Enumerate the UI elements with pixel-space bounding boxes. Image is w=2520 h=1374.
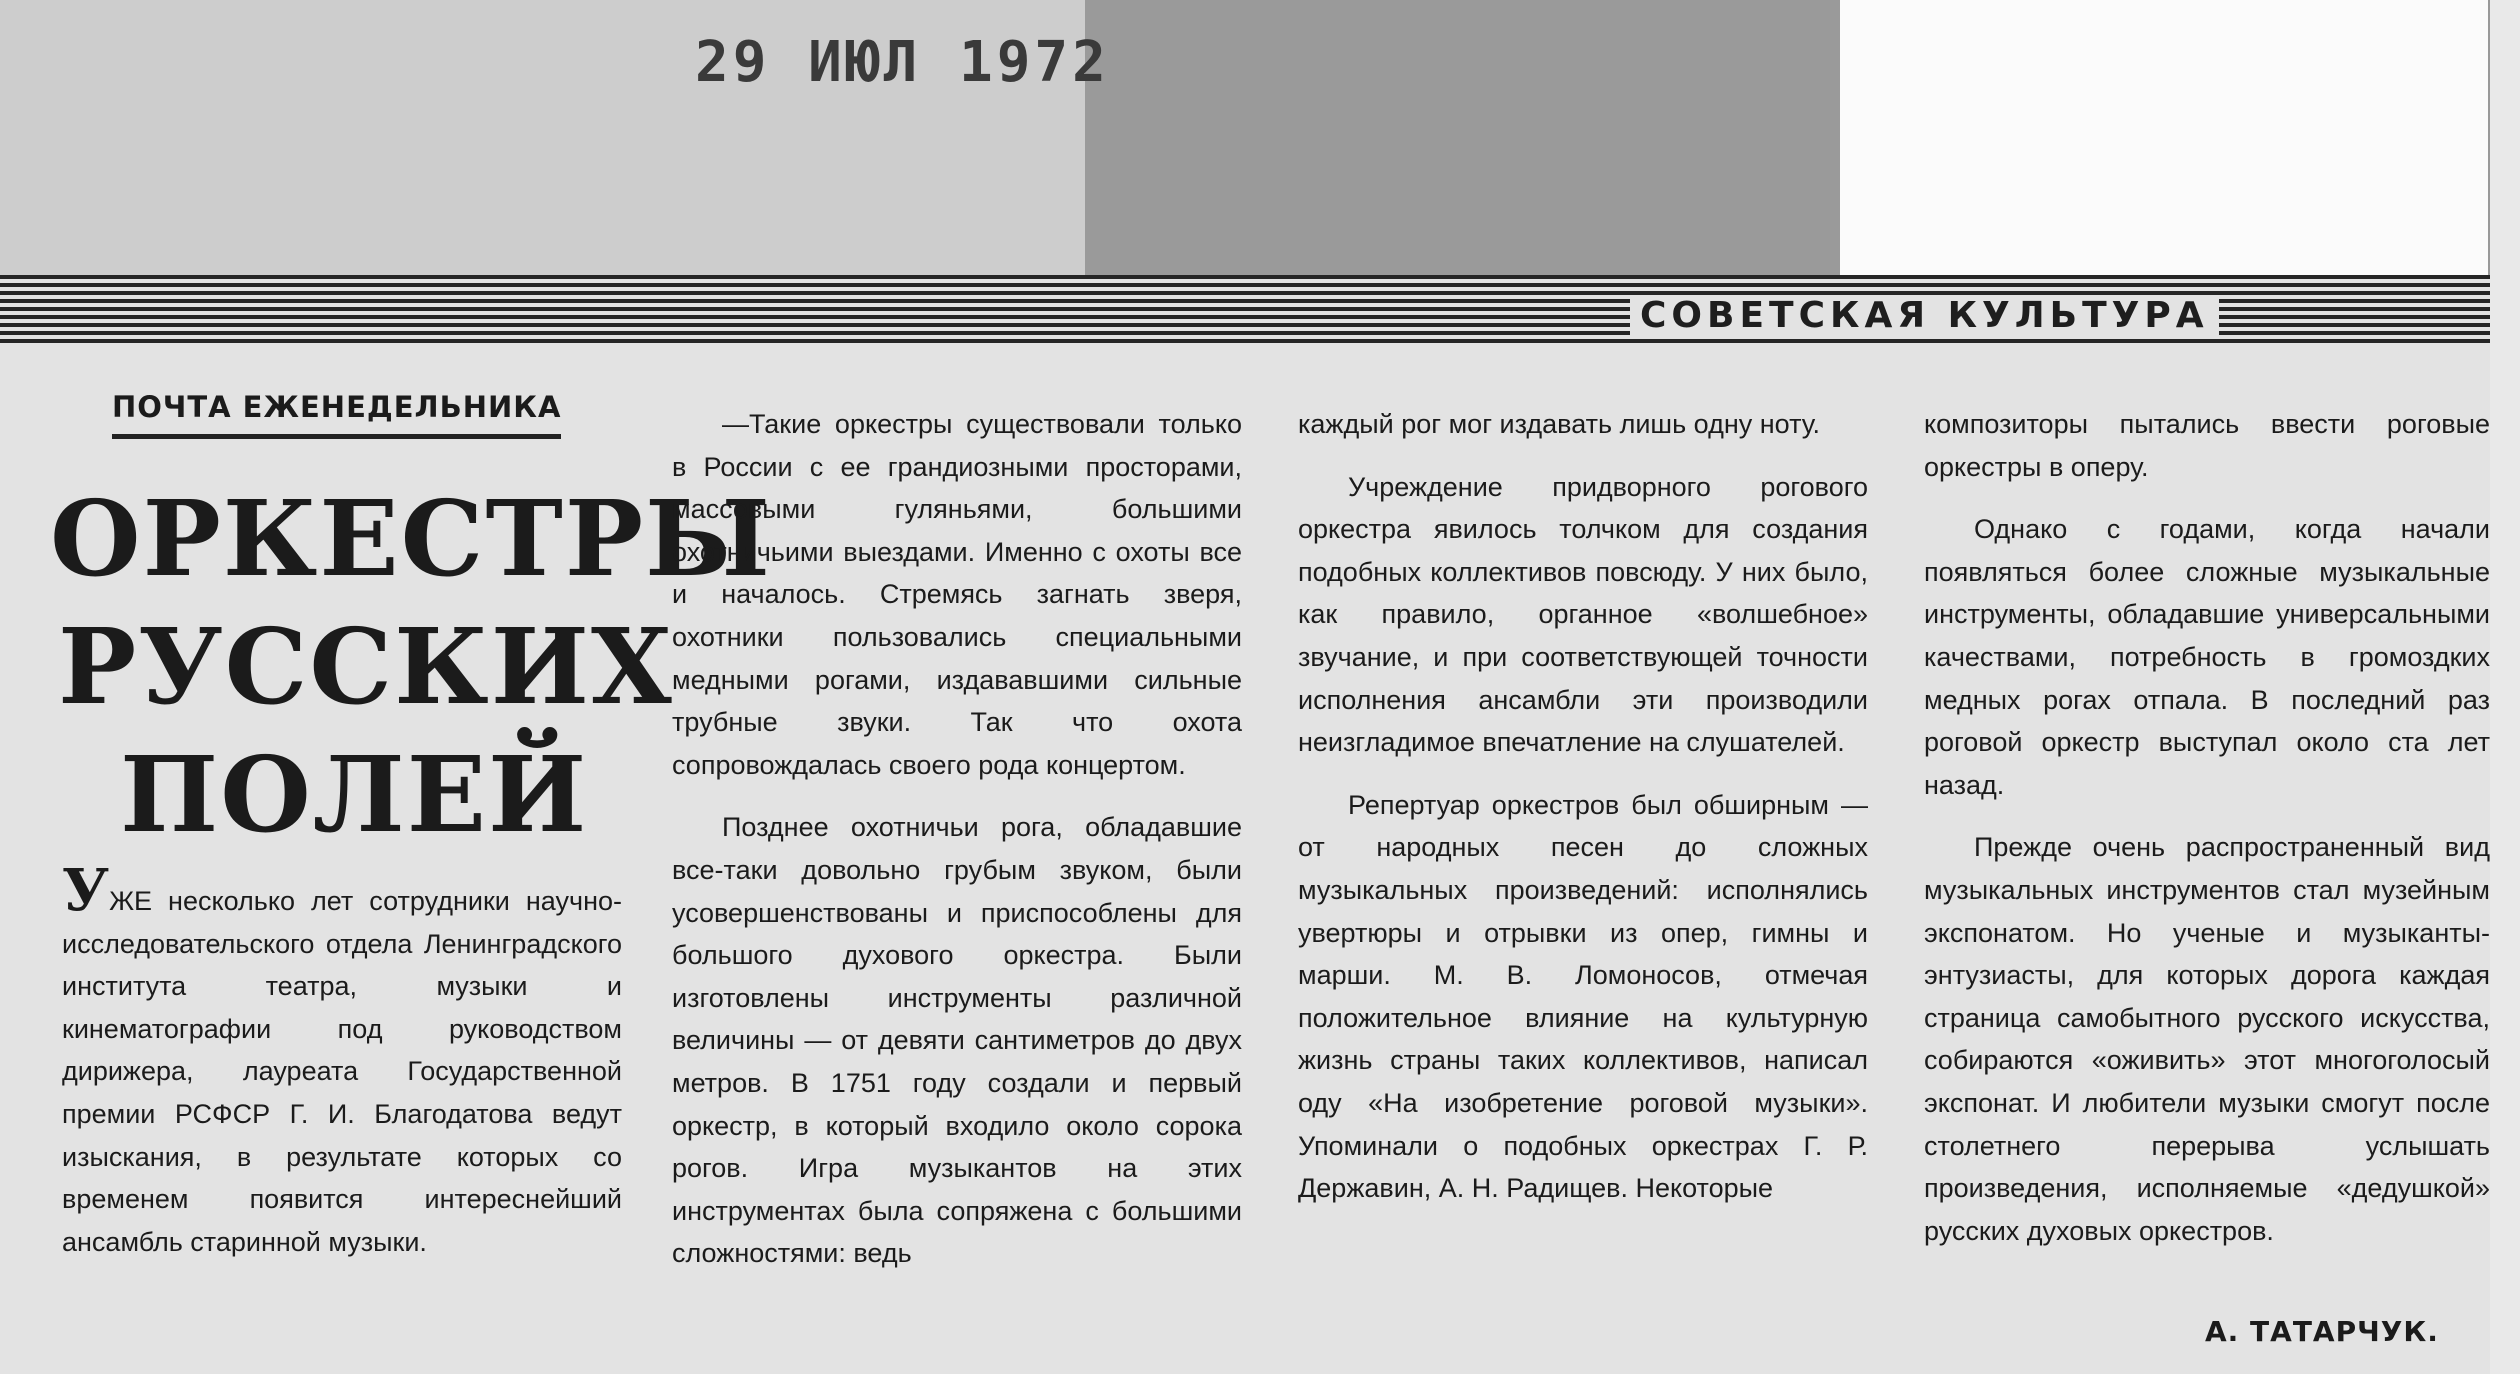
article-headline [50,475,773,859]
date-stamp: 29 ИЮЛ 1972 [695,30,1110,95]
headline-line-3: ПОЛЕЙ [120,733,589,856]
paragraph: —Такие оркестры существовали только в России с ее грандиозными просторами, массовыми гуляньями, большими охотничьими выездами. Именно с охоты все и началось. Стремясь загнать зверя, охотники пользовались специальными медными рогами, издававшими сильные трубные звуки. Так что охота сопровождалась своего рода концертом. [672,409,1242,780]
article-column-4 [1924,403,2490,1252]
headline-line-1: ОРКЕСТРЫ [50,477,773,600]
article-column-3 [1298,403,1868,1210]
paragraph: Репертуар оркестров был обширным — от народных песен до сложных музыкальных произведений: исполнялись увертюры и отрывки из опер, гимны и марши. М. В. Ломоносов, отмечая положительное влияние на культурную жизнь страны таких коллективов, написал оду «На изобретение роговой музыки». Упоминали о подобных оркестрах Г. Р. Державин, А. Н. Радищев. Некоторые [1298,789,1868,1204]
background-edge [2488,0,2520,1374]
paragraph: Однако с годами, когда начали появляться более сложные музыкальные инструменты, обладавшие универсальными качествами, потребность в громоздких медных рогах отпала. В последний раз роговой оркестр выступал около ста лет назад. [1924,514,2490,800]
author-signature: А. ТАТАРЧУК. [2205,1315,2439,1348]
background-card-right [1840,0,2520,300]
rubric-label: ПОЧТА ЕЖЕНЕДЕЛЬНИКА [112,390,561,439]
paragraph: композиторы пытались ввести роговые оркестры в оперу. [1924,409,2490,482]
newspaper-masthead: СОВЕТСКАЯ КУЛЬТУРА [1630,295,2219,336]
paragraph: Позднее охотничьи рога, обладавшие все-таки довольно грубым звуком, были усовершенствованы и приспособлены для большого духового оркестра. Были изготовлены инструменты различной величины — от девяти сантиметров до двух метров. В 1751 году создали и первый оркестр, в который входило около сорока рогов. Игра музыкантов на этих инструментах была сопряжена с большими сложностями: ведь [672,812,1242,1269]
paragraph: Прежде очень распространенный вид музыкальных инструментов стал музейным экспонатом. Но ученые и музыканты-энтузиасты, для которых дорога каждая страница самобытного русского искусства, собираются «оживить» этот многоголосый экспонат. И любители музыки смогут после столетнего перерыва услышать произведения, исполняемые «дедушкой» русских духовых оркестров. [1924,832,2490,1246]
article-lead-column [62,856,622,1263]
headline-line-2: РУССКИХ [58,605,674,728]
article-column-2 [672,403,1242,1275]
paragraph: Учреждение придворного рогового оркестра явилось толчком для создания подобных коллективов повсюду. У них было, как правило, органное «волшебное» звучание, и при соответствующей точности исполнения ансамбли эти производили неизгладимое впечатление на слушателей. [1298,471,1868,758]
newspaper-clipping [0,275,2490,1374]
drop-cap: У [62,856,110,924]
lead-paragraph [62,856,622,1263]
paragraph: каждый рог мог издавать лишь одну ноту. [1298,409,1821,439]
lead-paragraph-text: ЖЕ несколько лет сотрудники научно-исследовательского отдела Ленинградского института театра, музыки и кинематографии под руководством дирижера, лауреата Государственной премии РСФСР Г. И. Благодатова ведут изыскания, в результате которых со временем появится интереснейший ансамбль старинной музыки. [62,886,622,1257]
background-card-middle [1085,0,1840,300]
